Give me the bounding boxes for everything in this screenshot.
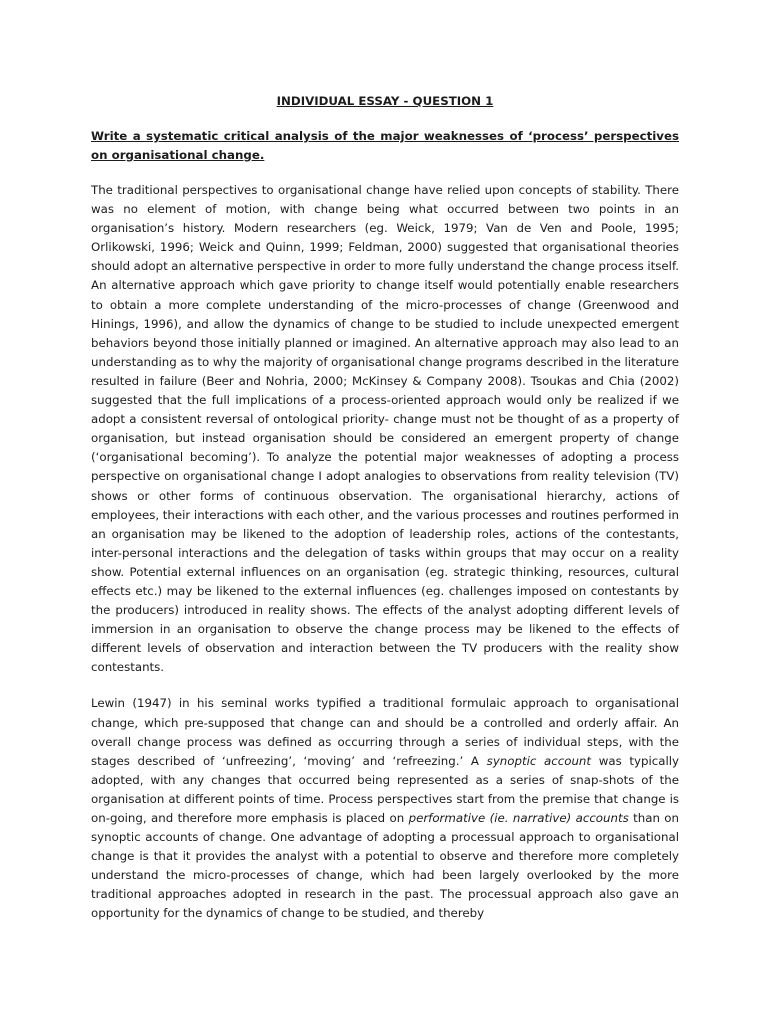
paragraph-2 [91,694,679,923]
essay-title: INDIVIDUAL ESSAY - QUESTION 1 [276,94,494,108]
paragraph-2-text-2: was typically adopted, with any changes that occurred being represented as a series of snap-shots of the organisation at different points of time. Process perspectives start from the premise that change is on-going, and therefore more emphasis is placed on [91,753,679,825]
paragraph-2-emphasis-2: performative (ie. narrative) accounts [408,811,629,825]
paragraph-2-emphasis-1: synoptic account [486,753,592,768]
paragraph-2-text-1: Lewin (1947) in his seminal works typified a traditional formulaic approach to organisational change, which pre-supposed that change can and should be a controlled and orderly affair. An overall change process was defined as occurring through a series of individual steps, with the stages described of ‘unfreezing’, ‘moving’ and ‘refreezing.’ A [91,696,679,768]
paragraph-1: The traditional perspectives to organisational change have relied upon concepts of stability. There was no element of motion, with change being what occurred between two points in an organisation’s history. Modern researchers (eg. Weick, 1979; Van de Ven and Poole, 1995; Orlikowski, 1996; Weick and Quinn, 1999; Feldman, 2000) suggested that organisational theories should adopt an alternative perspective in order to more fully understand the change process itself. An alternative approach which gave priority to change itself would potentially enable researchers to obtain a more complete understanding of the micro-processes of change (Greenwood and Hinings, 1996), and allow the dynamics of change to be studied to include unexpected emergent behaviors beyond those initially planned or imagined. An alternative approach may also lead to an understanding as to why the majority of organisational change programs described in the literature resulted in failure (Beer and Nohria, 2000; McKinsey & Company 2008). Tsoukas and Chia (2002) suggested that the full implications of a process-oriented approach would only be realized if we adopt a consistent reversal of ontological priority- change must not be thought of as a property of organisation, but instead organisation should be considered an emergent property of change (‘organisational becoming’). To analyze the potential major weaknesses of adopting a process perspective on organisational change I adopt analogies to observations from reality television (TV) shows or other forms of continuous observation. The organisational hierarchy, actions of employees, their interactions with each other, and the various processes and routines performed in an organisation may be likened to the adoption of leadership roles, actions of the contestants, inter-personal interactions and the delegation of tasks within groups that may occur on a reality show. Potential external influences on an organisation (eg. strategic thinking, resources, cultural effects etc.) may be likened to the external influences (eg. challenges imposed on contestants by the producers) introduced in reality shows. The effects of the analyst adopting different levels of immersion in an organisation to observe the change process may be likened to the effects of different levels of observation and interaction between the TV producers with the reality show contestants. [91,183,679,675]
paragraph-2-text-3: than on synoptic accounts of change. One advantage of adopting a processual approach to organisational change is that it provides the analyst with a potential to observe and therefore more completely understand the micro-processes of change, which had been largely overlooked by the more traditional approaches adopted in research in the past. The processual approach also gave an opportunity for the dynamics of change to be studied, and thereby [91,811,679,921]
essay-question: Write a systematic critical analysis of the major weaknesses of ‘process’ perspectives on organisational change. [91,129,679,162]
document-page [91,92,679,923]
